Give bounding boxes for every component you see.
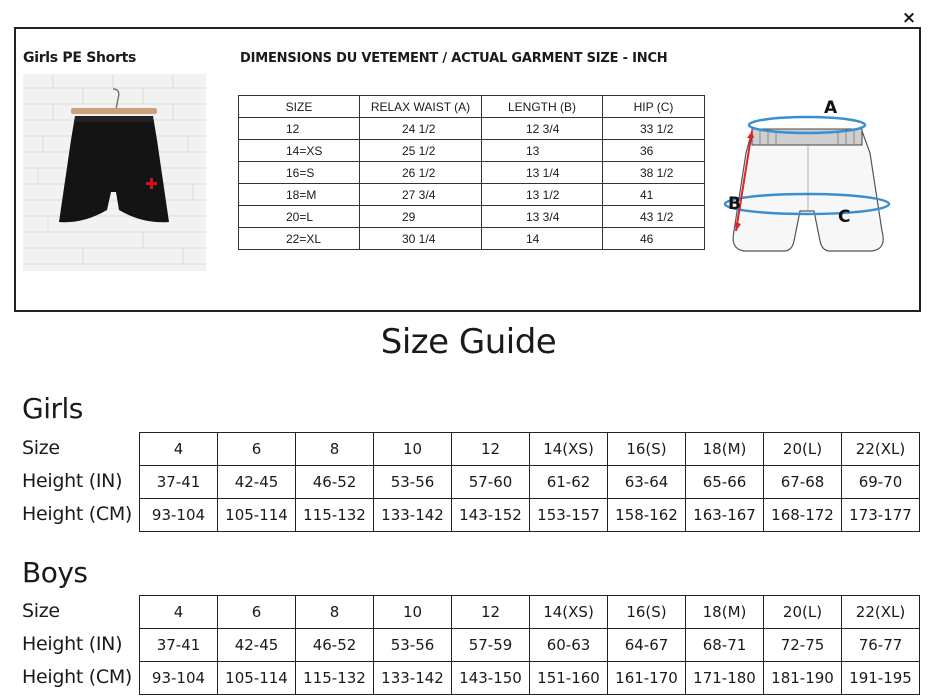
table-cell: 13 bbox=[482, 140, 603, 162]
table-cell: 171-180 bbox=[686, 662, 764, 695]
table-cell: 18(M) bbox=[686, 596, 764, 629]
table-cell: 6 bbox=[218, 596, 296, 629]
table-cell: 36 bbox=[603, 140, 705, 162]
table-cell: 37-41 bbox=[140, 629, 218, 662]
table-row bbox=[239, 228, 705, 250]
table-cell: 4 bbox=[140, 433, 218, 466]
table-cell: 22(XL) bbox=[842, 596, 920, 629]
table-cell: 143-150 bbox=[452, 662, 530, 695]
table-row bbox=[239, 140, 705, 162]
row-label-height-cm: Height (CM) bbox=[22, 666, 133, 688]
table-cell: 72-75 bbox=[764, 629, 842, 662]
table-cell: 163-167 bbox=[686, 499, 764, 532]
table-cell: 60-63 bbox=[530, 629, 608, 662]
table-cell: 151-160 bbox=[530, 662, 608, 695]
table-cell: 20(L) bbox=[764, 596, 842, 629]
table-cell: 12 bbox=[452, 433, 530, 466]
header-cell: RELAX WAIST (A) bbox=[360, 96, 482, 118]
table-cell: 143-152 bbox=[452, 499, 530, 532]
row-label-height-in: Height (IN) bbox=[22, 470, 123, 492]
garment-dimensions-table bbox=[238, 95, 705, 250]
table-cell: 20(L) bbox=[764, 433, 842, 466]
table-cell: 13 1/4 bbox=[482, 162, 603, 184]
table-cell: 20=L bbox=[239, 206, 360, 228]
table-cell: 33 1/2 bbox=[603, 118, 705, 140]
table-cell: 12 bbox=[239, 118, 360, 140]
girls-size-table bbox=[139, 432, 920, 532]
table-cell: 133-142 bbox=[374, 662, 452, 695]
table-cell: 42-45 bbox=[218, 629, 296, 662]
table-cell: 57-60 bbox=[452, 466, 530, 499]
table-cell: 13 3/4 bbox=[482, 206, 603, 228]
table-row bbox=[140, 596, 920, 629]
table-cell: 53-56 bbox=[374, 629, 452, 662]
table-cell: 12 bbox=[452, 596, 530, 629]
header-cell: HIP (C) bbox=[603, 96, 705, 118]
table-cell: 27 3/4 bbox=[360, 184, 482, 206]
table-cell: 4 bbox=[140, 596, 218, 629]
row-label-size: Size bbox=[22, 600, 60, 622]
table-cell: 191-195 bbox=[842, 662, 920, 695]
table-row bbox=[140, 499, 920, 532]
table-cell: 8 bbox=[296, 596, 374, 629]
table-row bbox=[140, 662, 920, 695]
table-cell: 6 bbox=[218, 433, 296, 466]
table-cell: 22(XL) bbox=[842, 433, 920, 466]
dimensions-title: DIMENSIONS DU VETEMENT / ACTUAL GARMENT SIZE - INCH bbox=[240, 51, 668, 66]
table-cell: 14(XS) bbox=[530, 596, 608, 629]
table-cell: 26 1/2 bbox=[360, 162, 482, 184]
table-cell: 63-64 bbox=[608, 466, 686, 499]
table-cell: 93-104 bbox=[140, 499, 218, 532]
close-button[interactable]: × bbox=[901, 8, 917, 28]
table-cell: 24 1/2 bbox=[360, 118, 482, 140]
diagram-label-c: C bbox=[838, 207, 851, 227]
table-cell: 18=M bbox=[239, 184, 360, 206]
table-cell: 53-56 bbox=[374, 466, 452, 499]
table-cell: 133-142 bbox=[374, 499, 452, 532]
table-row bbox=[140, 629, 920, 662]
table-cell: 14(XS) bbox=[530, 433, 608, 466]
table-cell: 46-52 bbox=[296, 466, 374, 499]
boys-title: Boys bbox=[22, 556, 88, 589]
table-row bbox=[239, 162, 705, 184]
table-cell: 14=XS bbox=[239, 140, 360, 162]
table-row bbox=[140, 433, 920, 466]
table-cell: 115-132 bbox=[296, 499, 374, 532]
row-label-height-cm: Height (CM) bbox=[22, 503, 133, 525]
table-cell: 46 bbox=[603, 228, 705, 250]
size-guide-title: Size Guide bbox=[380, 322, 557, 362]
table-cell: 41 bbox=[603, 184, 705, 206]
table-cell: 69-70 bbox=[842, 466, 920, 499]
table-row bbox=[140, 466, 920, 499]
table-cell: 161-170 bbox=[608, 662, 686, 695]
table-cell: 8 bbox=[296, 433, 374, 466]
header-cell: SIZE bbox=[239, 96, 360, 118]
diagram-label-b: B bbox=[728, 194, 741, 214]
table-cell: 16(S) bbox=[608, 596, 686, 629]
row-label-size: Size bbox=[22, 437, 60, 459]
table-cell: 25 1/2 bbox=[360, 140, 482, 162]
garment-size-card bbox=[14, 27, 921, 312]
table-cell: 10 bbox=[374, 596, 452, 629]
table-cell: 153-157 bbox=[530, 499, 608, 532]
table-cell: 57-59 bbox=[452, 629, 530, 662]
boys-size-table bbox=[139, 595, 920, 695]
table-cell: 181-190 bbox=[764, 662, 842, 695]
table-cell: 18(M) bbox=[686, 433, 764, 466]
table-row bbox=[239, 206, 705, 228]
table-cell: 168-172 bbox=[764, 499, 842, 532]
product-name: Girls PE Shorts bbox=[23, 50, 136, 66]
table-cell: 68-71 bbox=[686, 629, 764, 662]
header-cell: LENGTH (B) bbox=[482, 96, 603, 118]
table-row bbox=[239, 184, 705, 206]
table-cell: 30 1/4 bbox=[360, 228, 482, 250]
table-cell: 13 1/2 bbox=[482, 184, 603, 206]
girls-title: Girls bbox=[22, 392, 83, 425]
row-label-height-in: Height (IN) bbox=[22, 633, 123, 655]
table-header-row bbox=[239, 96, 705, 118]
table-cell: 22=XL bbox=[239, 228, 360, 250]
table-cell: 10 bbox=[374, 433, 452, 466]
table-cell: 105-114 bbox=[218, 499, 296, 532]
table-cell: 105-114 bbox=[218, 662, 296, 695]
table-cell: 29 bbox=[360, 206, 482, 228]
diagram-label-a: A bbox=[824, 98, 838, 118]
table-cell: 16(S) bbox=[608, 433, 686, 466]
measurement-diagram bbox=[712, 91, 902, 271]
table-cell: 46-52 bbox=[296, 629, 374, 662]
table-cell: 76-77 bbox=[842, 629, 920, 662]
table-cell: 61-62 bbox=[530, 466, 608, 499]
table-cell: 64-67 bbox=[608, 629, 686, 662]
table-cell: 14 bbox=[482, 228, 603, 250]
table-cell: 43 1/2 bbox=[603, 206, 705, 228]
table-cell: 42-45 bbox=[218, 466, 296, 499]
table-row bbox=[239, 118, 705, 140]
table-cell: 115-132 bbox=[296, 662, 374, 695]
table-cell: 12 3/4 bbox=[482, 118, 603, 140]
table-cell: 65-66 bbox=[686, 466, 764, 499]
table-cell: 158-162 bbox=[608, 499, 686, 532]
table-cell: 67-68 bbox=[764, 466, 842, 499]
table-cell: 173-177 bbox=[842, 499, 920, 532]
table-cell: 16=S bbox=[239, 162, 360, 184]
table-cell: 93-104 bbox=[140, 662, 218, 695]
product-photo bbox=[23, 74, 206, 271]
table-cell: 38 1/2 bbox=[603, 162, 705, 184]
table-cell: 37-41 bbox=[140, 466, 218, 499]
